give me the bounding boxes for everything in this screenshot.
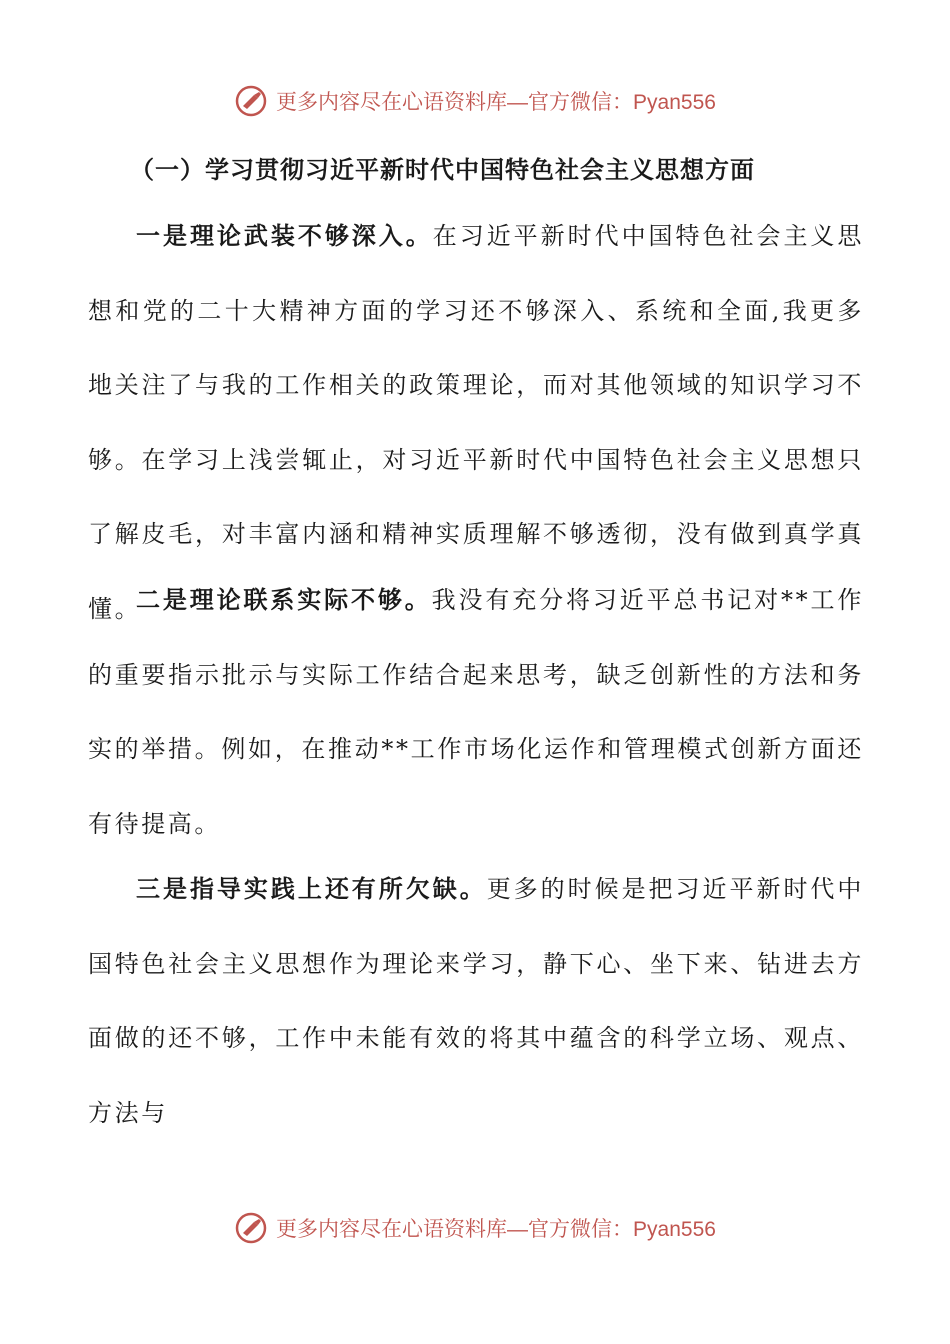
paragraph-3-body: 更多的时候是把习近平新时代中国特色社会主义思想作为理论来学习，静下心、坐下来、钻进去方面做的还不够，工作中未能有效的将其中蕴含的科学立场、观点、方法与 <box>88 875 864 1127</box>
watermark-banner-top <box>0 84 950 118</box>
paragraph-1-lead: 一是理论武装不够深入。 <box>136 221 433 250</box>
watermark-banner-bottom <box>0 1211 950 1245</box>
paragraph-3-lead: 三是指导实践上还有所欠缺。 <box>136 874 487 903</box>
paragraph-2-lead: 二是理论联系实际不够。 <box>136 585 432 614</box>
seal-logo-icon <box>234 1211 268 1245</box>
watermark-text: 更多内容尽在心语资料库—官方微信：Pyan556 <box>276 91 716 114</box>
seal-logo-icon <box>234 84 268 118</box>
section-heading: （一）学习贯彻习近平新时代中国特色社会主义思想方面 <box>130 155 755 184</box>
paragraph-2-body: 我没有充分将习近平总书记对**工作的重要指示批示与实际工作结合起来思考，缺乏创新性的方法和务实的举措。例如，在推动**工作市场化运作和管理模式创新方面还有待提高。 <box>88 586 864 838</box>
paragraph-2 <box>88 563 864 861</box>
paragraph-1-body: 在习近平新时代中国特色社会主义思想和党的二十大精神方面的学习还不够深入、系统和全面,我更多地关注了与我的工作相关的政策理论，而对其他领域的知识学习不够。在学习上浅尝辄止，对习近平新时代中国特色社会主义思想只了解皮毛，对丰富内涵和精神实质理解不够透彻，没有做到真学真懂。 <box>88 222 864 623</box>
watermark-text: 更多内容尽在心语资料库—官方微信：Pyan556 <box>276 1218 716 1241</box>
paragraph-3 <box>88 852 864 1150</box>
